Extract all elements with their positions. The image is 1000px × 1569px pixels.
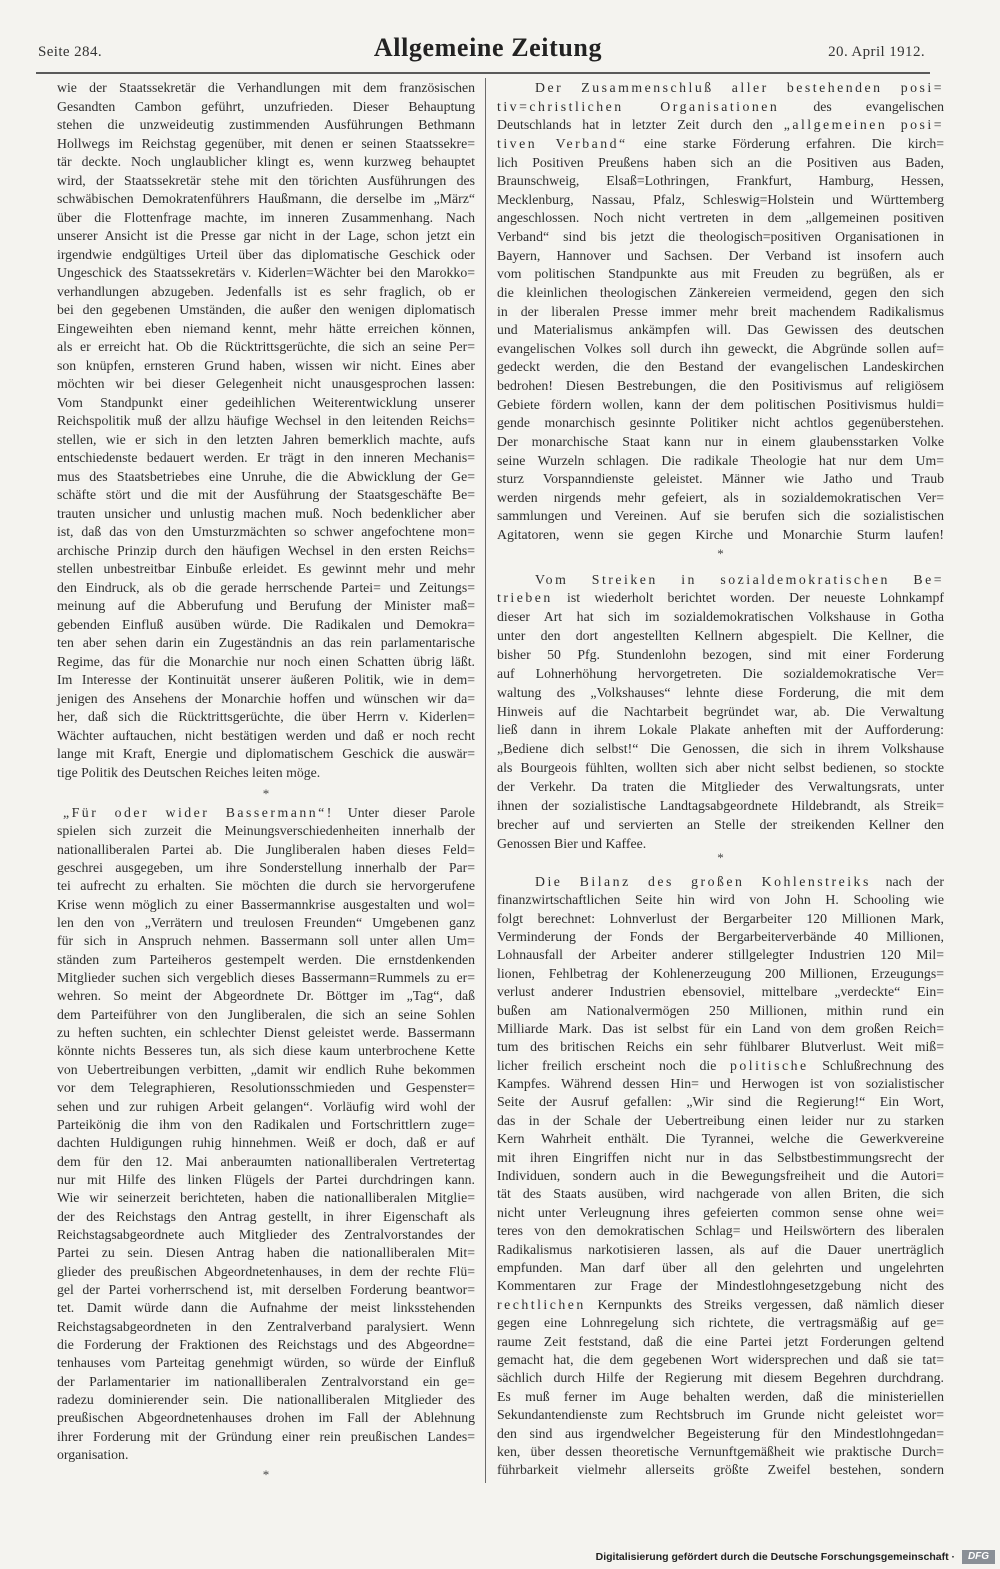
article-paragraph (57, 804, 475, 1464)
spaced-emphasis: „allgemeinen posi= (783, 117, 944, 133)
text-line: als er erreicht hat. Ob die Rücktrittsgerüchte, die sich an seine Per= (57, 339, 475, 354)
text-line: stehen die unzweideutig zustimmenden Ausführungen Bethmann (57, 117, 475, 132)
text-line: seine Wurzeln schlagen. Die radikale Theologie hat nur dem Um= (497, 452, 944, 468)
text-line: Mecklenburg, Nassau, Pfalz, Schleswig=Holstein und Württemberg (497, 191, 944, 207)
text-line: empfunden. Man darf über all den gelehrten und ungelehrten (497, 1260, 944, 1275)
text-line: len den von „Verrätern und treulosen Freunden“ Umgebenen ganz (57, 915, 475, 931)
text-line: folgt berechnet: Lohnverlust der Bergarbeiter 120 Millionen Mark, (497, 910, 944, 926)
text-segment: Deutschlands hat in letzter Zeit durch den (497, 117, 784, 133)
text-line: zu heften suchten, ein schlechter Dienst geleistet werde. Bassermann (57, 1025, 475, 1041)
text-line: raume Zeit feststand, daß die eine Partei jetzt Forderungen geltend (497, 1333, 944, 1349)
text-line: Im Interesse der Kontinuität unserer äußeren Politik, wie in dem= (57, 672, 475, 687)
text-line: schwäbischen Demokratenführers Haußmann, die derselbe im „März“ (57, 191, 475, 206)
text-line: geschrei ausgegeben, um ihre Sonderstellung innerhalb der Par= (57, 860, 475, 876)
text-line: her, daß sich die Rücktrittsgerüchte, die über Herrn v. Kiderlen= (57, 709, 475, 724)
text-line: gende monarchisch gesinnte Politiker nicht achtlos gegenüberstehen. (497, 415, 944, 431)
text-line: nicht unter Verleugnung ihres gefeierten common sense ohne wei= (497, 1204, 944, 1220)
text-line: die Forderung der Fraktionen des Reichstags und des Abgeordne= (57, 1336, 475, 1352)
text-line: gel der Partei vorherrschend ist, mit derselben Forderung beantwor= (57, 1281, 475, 1297)
text-line (497, 873, 944, 891)
text-line: führbarkeit vielmehr allerseits größte Zweifel bestehen, sondern (497, 1462, 944, 1478)
text-line: das in der Schale der Uebertreibung einen leider nur zu starken (497, 1112, 944, 1128)
text-line: tenhauses vom Parteitag genehmigt würden, so würde der Einfluß (57, 1355, 475, 1371)
text-line: ist, daß das von den Umsturzmächten so schwer angefochtene mon= (57, 524, 475, 539)
text-segment: ist wiederholt berichtet worden. Der neueste Lohnkampf (552, 590, 944, 606)
text-line: über die Flottenfrage machte, im inneren Zusammenhang. Nach (57, 209, 475, 225)
section-separator: * (262, 1467, 270, 1482)
text-line: Reichstagsabgeordnete auch Mitglieder des Zentralvorstandes der (57, 1226, 475, 1242)
text-line: entschiedenste bedauert werden. Er trägt in den inneren Mechanis= (57, 450, 475, 465)
text-line: Kern Wahrheit enthält. Die Tyrannei, welche die Gewerkvereine (497, 1131, 944, 1147)
text-line: stellen unbestreitbar Einbuße erleidet. Es gewinnt mehr und mehr (57, 561, 475, 576)
text-line (57, 804, 475, 822)
text-line: Gesandten Cambon geführt, unzufrieden. Dieser Behauptung (57, 98, 475, 114)
issue-date: 20. April 1912. (828, 44, 925, 60)
text-segment: des evangelischen (779, 98, 945, 114)
text-line: Krise wenn möglich zu einer Bassermannkrise ausgestalten und wol= (57, 896, 475, 912)
text-line: die kleinlichen theologischen Zänkereien vermeidend, gegen den sich (497, 284, 944, 300)
text-line: wird, der Staatssekretär stehe mit den törichten Ausführungen des (57, 172, 475, 188)
text-line (497, 1296, 944, 1314)
text-line: gegen eine Lohnregelung sich richtete, die vertragsmäßig auf ge= (497, 1315, 944, 1331)
text-line: Wie wir seinerzeit berichteten, haben die nationalliberalen Mitglie= (57, 1190, 475, 1206)
text-line (497, 79, 944, 98)
text-line: waltung des „Volkshauses“ lehnte diese Forderung, die mit dem (497, 684, 944, 700)
text-line: Kampfes. Während dessen Hin= und Herwogen ist von sozialistischer (497, 1076, 944, 1092)
column-divider (485, 78, 486, 1483)
text-line: Kommentaren zur Frage der Mindestlohngesetzgebung nicht des (497, 1278, 944, 1294)
text-line: archische Prinzip durch den häufigen Wechsel in den ersten Reichs= (57, 542, 475, 558)
text-line: verhandlungen abzugeben. Jedenfalls ist es sehr fraglich, ob er (57, 283, 475, 299)
text-line: finanzwirtschaftlichen Seite hin wird von John H. Schooling wie (497, 892, 944, 908)
text-line: in der liberalen Presse immer mehr breit machendem Radikalismus (497, 303, 944, 319)
text-line: den sind aus irgendwelcher Begeisterung für den Mindestlohngedan= (497, 1425, 944, 1441)
text-line: stellen, wie er sich in den letzten Jahren bemerklich machte, aufs (57, 431, 475, 447)
text-line: teres von den demokratischen Schlag= und Heilswörtern des liberalen (497, 1223, 944, 1239)
dfg-logo: DFG (962, 1550, 995, 1564)
text-line: bei den gegebenen Umständen, die außer den wenigen diplomatisch (57, 302, 475, 317)
text-line: radezu dominierender sein. Die nationalliberalen Mitglieder des (57, 1392, 475, 1407)
text-line: trauten unsicher und unlustig machen muß. Noch bedenklicher aber (57, 505, 475, 521)
text-line (497, 116, 944, 135)
text-line: tät des Staats ausüben, wird nachgerade von allen Briten, die sich (497, 1186, 944, 1202)
text-line (497, 135, 944, 154)
text-line: sehen und zur ruhigen Arbeit gelangen“. Vorläufig wird wohl der (57, 1098, 475, 1114)
text-line (497, 589, 944, 608)
text-line: ihnen der sozialistische Landtagsabgeordnete Hildebrandt, als Streik= (497, 797, 944, 813)
text-line: ständen zum Parteiheros gestempelt werden. Die ernstdenkenden (57, 951, 475, 967)
text-line: tär deckte. Noch unglaublicher klingt es, wenn kurzweg behauptet (57, 154, 475, 169)
text-line: der des Reichstags den Antrag gestellt, in ihrer Eigenschaft als (57, 1208, 475, 1224)
text-line: „Bediene dich selbst!“ Die Genossen, die sich in ihrem Volkshause (497, 741, 944, 757)
text-line: son knüpfen, ernsteren Grund haben, wissen wir nicht. Eines aber (57, 357, 475, 373)
text-line: tei aufrecht zu erhalten. Sie möchten die durch sie hervorgerufene (57, 878, 475, 894)
text-line: spielen sich zurzeit die Meinungsverschiedenheiten innerhalb der (57, 823, 475, 839)
text-line (497, 1057, 944, 1075)
text-line: nationalliberalen Partei ab. Die Jungliberalen haben dieses Feld= (57, 841, 475, 857)
text-line: Ungeschick des Staatssekretärs v. Kiderlen=Wächter bei den Marokko= (57, 265, 475, 280)
text-line: Lohnausfall der Arbeiter anderer stillgelegter Industrien 120 Mil= (497, 947, 944, 963)
article-paragraph (497, 79, 944, 545)
text-line: dieser Art hat sich im sozialdemokratischen Volkshause in Gotha (497, 609, 944, 625)
text-line: bedrohen! Diesen Bestrebungen, die den Positivismus auf religiösem (497, 378, 944, 393)
text-line: Regime, das für die Monarchie nur noch einen Schatten übrig läßt. (57, 653, 475, 669)
spaced-emphasis: rechtlichen (497, 1296, 586, 1312)
text-line: Der monarchische Staat kann nur in einem glaubensstarken Volke (497, 433, 944, 449)
text-line: tet. Damit würde dann die Aufnahme der meist linksstehenden (57, 1300, 475, 1316)
article-paragraph (57, 79, 475, 782)
text-line: Verminderung der Fonds der Bergarbeiterverbände 40 Millionen, (497, 928, 944, 944)
text-line: Verband“ sind bis jetzt die theologisch=positiven Organisationen in (497, 229, 944, 244)
text-line: dem Parteiführer von den Jungliberalen, die sich an seine Sohlen (57, 1006, 475, 1022)
text-line: organisation. (57, 1447, 129, 1463)
text-line: mus des Staatsbetriebes eine Unruhe, die die Abwicklung der Ge= (57, 468, 475, 484)
text-line: mit ihren Eingriffen nicht nur in das Selbstbestimmungsrecht der (497, 1149, 944, 1165)
text-segment: Unter dieser Parole (333, 805, 475, 820)
text-line: tige Politik des Deutschen Reiches leiten möge. (57, 764, 321, 780)
text-line: gemacht hat, die dem gegebenen Wort widersprechen und daß sie tat= (497, 1351, 944, 1367)
footer-credit: Digitalisierung gefördert durch die Deutsche Forschungsgemeinschaft · (595, 1551, 955, 1563)
text-segment: licher freilich erscheint noch die (497, 1057, 730, 1073)
text-segment: Schlußrechnung des (808, 1057, 944, 1073)
text-line: preußischen Abgeordnetenhauses drohen im Fall der Ablehnung (57, 1410, 475, 1426)
text-line: Reichstagsabgeordneten in den Zentralverband paralysiert. Wenn (57, 1318, 475, 1334)
text-line: lange mit Kraft, Energie und diplomatischem Geschick die auswär= (57, 746, 475, 761)
text-line: Gebiete fördern wollen, kann der dem politischen Positivismus huldi= (497, 396, 944, 412)
text-line: bußen am Nationalvermögen 250 Millionen, mithin rund ein (497, 1002, 944, 1018)
text-line: gebenden Einfluß ausüben würde. Die Radikalen und Demokra= (57, 616, 475, 632)
left-column (57, 0, 475, 1500)
text-line: Reichspolitik muß der allzu häufige Wechsel in den leitenden Reichs= (57, 413, 475, 428)
text-segment: nach der (870, 873, 944, 889)
text-line: wehren. So meint der Abgeordnete Dr. Böttger im „Tag“, daß (57, 988, 475, 1004)
text-line: Hollwegs im Reichstag gegenüber, mit denen er seinen Staatssekre= (57, 135, 475, 151)
spaced-emphasis: tiv=christlichen Organisationen (497, 98, 780, 114)
text-segment: eine starke Förderung erfahren. Die kirch= (627, 135, 945, 151)
text-line: lich Positiven Preußens haben sich an die Positiven aus Baden, (497, 154, 944, 170)
text-line: Radikalismus narkotisieren lassen, als auf die Dauer unerträglich (497, 1241, 944, 1257)
text-line: Sekundantendienste zum Rechtsbruch im Grunde nicht geleistet wor= (497, 1407, 944, 1423)
spaced-emphasis: Die Bilanz des großen Kohlenstreiks (535, 873, 871, 889)
text-line: gedeckt werden, die den Bestand der evangelischen Landeskirchen (497, 359, 944, 375)
text-line: nur mit Hilfe des linken Flügels der Partei durchdringen kann. (57, 1171, 475, 1187)
text-line: verlust anderer Industrien ebensoviel, mittelbare „verdeckte“ Ein= (497, 984, 944, 1000)
text-line: möchten wir bei dieser Gelegenheit nicht unausgesprochen lassen: (57, 376, 475, 391)
section-separator: * (262, 786, 270, 801)
newspaper-title: Allgemeine Zeitung (373, 33, 603, 62)
text-line: von Uebertreibungen verbitten, „damit wir endlich Ruhe bekommen (57, 1061, 475, 1077)
text-line: werden nirgends mehr gefeiert, als in sozialdemokratischen Ver= (497, 489, 944, 505)
text-line (497, 571, 944, 590)
text-line: schäfte stört und die mit der Ausführung der Staatsgeschäfte Be= (57, 487, 475, 502)
text-line: der Parlamentarier im nationalliberalen Zentralvorstand ein ge= (57, 1373, 475, 1389)
text-line: der Verkehr. Da traten die Mitglieder des Verwaltungsrats, unter (497, 779, 944, 795)
text-line: tum des britischen Reichs ein sehr fühlbarer Blutverlust. Weit miß= (497, 1039, 944, 1055)
text-line: Seite der Ausruf gefallen: „Wir sind die Regierung!“ Ein Wort, (497, 1094, 944, 1110)
text-line: unter den dort angestellten Kellnern abgespielt. Die Kellner, die (497, 628, 944, 644)
text-line: Partei zu sein. Diesen Antrag haben die nationalliberalen Mit= (57, 1245, 475, 1261)
text-line: Bayern, Hannover und Sachsen. Der Verband ist insofern auch (497, 247, 944, 263)
text-line: und Materialismus ankämpfen will. Das Gewissen des deutschen (497, 322, 944, 338)
text-line: Agitatoren, wenn sie gegen Kirche und Monarchie Sturm laufen! (497, 527, 944, 542)
text-line: Mitglieder suchen sich vergeblich dieses Bassermann=Rummels zu er= (57, 970, 475, 986)
text-line: vom politischen Standpunkte aus mit Freuden zu begrüßen, als er (497, 266, 944, 282)
section-separator: * (717, 546, 724, 561)
text-line: Individuen, sondern auch in die Bewegungsfreiheit und die Autori= (497, 1168, 944, 1184)
spaced-emphasis: Der Zusammenschluß aller bestehenden posi= (535, 80, 944, 95)
text-line: bisher 50 Pfg. Stundenlohn bezogen, sind mit einer Forderung (497, 647, 944, 663)
right-column (497, 0, 944, 1500)
text-line: lionen, Fehlbetrag der Kohlenerzeugung 200 Millionen, Erzeugungs= (497, 965, 944, 981)
text-line: meinung auf die Abberufung und Berufung der Minister maß= (57, 598, 475, 613)
spaced-emphasis: trieben (497, 590, 553, 606)
page-number: Seite 284. (38, 44, 102, 60)
text-line: ken, über dessen theoretische Vernunftgemäßheit wie praktische Durch= (497, 1443, 944, 1459)
text-line: sturz Vorspanndienste geleistet. Männer wie Jatho und Traub (497, 471, 944, 487)
article-paragraph (497, 873, 944, 1480)
spaced-emphasis: „Für oder wider Bassermann“! (63, 805, 334, 820)
spaced-emphasis: tiven Verband“ (497, 135, 628, 151)
section-separator: * (717, 850, 724, 865)
text-line: könnte nichts Besseres tun, als sich diese kaum unterbrochene Kette (57, 1043, 475, 1059)
spaced-emphasis: Vom Streiken in sozialdemokratischen Be= (535, 571, 944, 587)
text-line: evangelischen Volkes soll durch ihn geweckt, die Abgründe sollen auf= (497, 340, 944, 356)
text-line: glieder des preußischen Abgeordnetenhauses, in dem der rechte Flü= (57, 1263, 475, 1279)
text-line: ließ dann in ihrem Lokale Plakate anheften mit der Aufforderung: (497, 722, 944, 738)
text-line: angeschlossen. Noch nicht vertreten in dem „allgemeinen positiven (497, 210, 944, 226)
text-line: dem für den 12. Mai anberaumten nationalliberalen Vertretertag (57, 1153, 475, 1169)
spaced-emphasis: politische (729, 1057, 809, 1073)
text-line: jenigen des Ansehens der Monarchie hoffen und wünschen wir da= (57, 690, 475, 706)
text-line: den Eindruck, als ob die gerade herrschende Partei= und Zeitungs= (57, 579, 475, 595)
text-line: Vom Standpunkt einer gedeihlichen Weiterentwicklung unserer (57, 394, 475, 410)
text-line: ihrer Forderung mit der Gründung einer rein preußischen Landes= (57, 1428, 475, 1444)
text-line: Braunschweig, Elsaß=Lothringen, Frankfurt, Hamburg, Hessen, (497, 173, 944, 189)
text-line (497, 98, 944, 117)
text-line: wie der Staatssekretär die Verhandlungen mit dem französischen (57, 80, 475, 95)
text-line: irgendwie endgültiges Urteil über das diplomatische Geschick oder (57, 246, 475, 262)
text-line: Genossen Bier und Kaffee. (497, 835, 647, 851)
text-line: Wächter auftauchen, nicht bestätigen werden und daß er noch recht (57, 727, 475, 743)
text-line: sächlich durch Hilfe der Regierung mit diesem Begehren durchdrang. (497, 1370, 944, 1386)
text-line: Milliarde Mark. Das ist selbst für ein Land von dem großen Reich= (497, 1020, 944, 1036)
text-line: vor dem Telegraphieren, Resolutionsschmieden und Gespenster= (57, 1080, 475, 1096)
text-segment: Kernpunkts des Streiks vergessen, daß nämlich dieser (585, 1296, 944, 1312)
text-line: Parteikönig die ihm von den Radikalen und Fortschrittlern zuge= (57, 1116, 475, 1132)
text-line: ten aber sehen darin ein Zugeständnis an das rein parlamentarische (57, 635, 475, 650)
text-line: Eingeweihten eben niemand kennt, mehr hätte erreichen können, (57, 320, 475, 336)
text-line: Hinweis auf die Nachtarbeit begründet war, ab. Die Verwaltung (497, 703, 944, 719)
text-line: Es muß ferner im Auge behalten werden, daß die ministeriellen (497, 1388, 944, 1404)
text-line: für sich in Anspruch nehmen. Bassermann soll unter allen Um= (57, 933, 475, 949)
text-line: brecher auf und servierten an Stelle der streikenden Kellner den (497, 816, 944, 832)
article-paragraph (497, 571, 944, 854)
text-line: unserer Ansicht ist die Presse gar nicht in der Lage, schon jetzt ein (57, 228, 475, 243)
text-line: als Bourgeois fühlten, wollten sich aber nicht selbst bedienen, so stockte (497, 760, 944, 776)
text-line: sammlungen und Vereinen. Auf sie berufen sich die sozialistischen (497, 508, 944, 524)
text-line: auf Lohnerhöhung hervorgetreten. Die sozialdemokratische Ver= (497, 665, 944, 681)
text-line: dachten Huldigungen ruhig hinnehmen. Weiß er doch, daß er auf (57, 1135, 475, 1151)
